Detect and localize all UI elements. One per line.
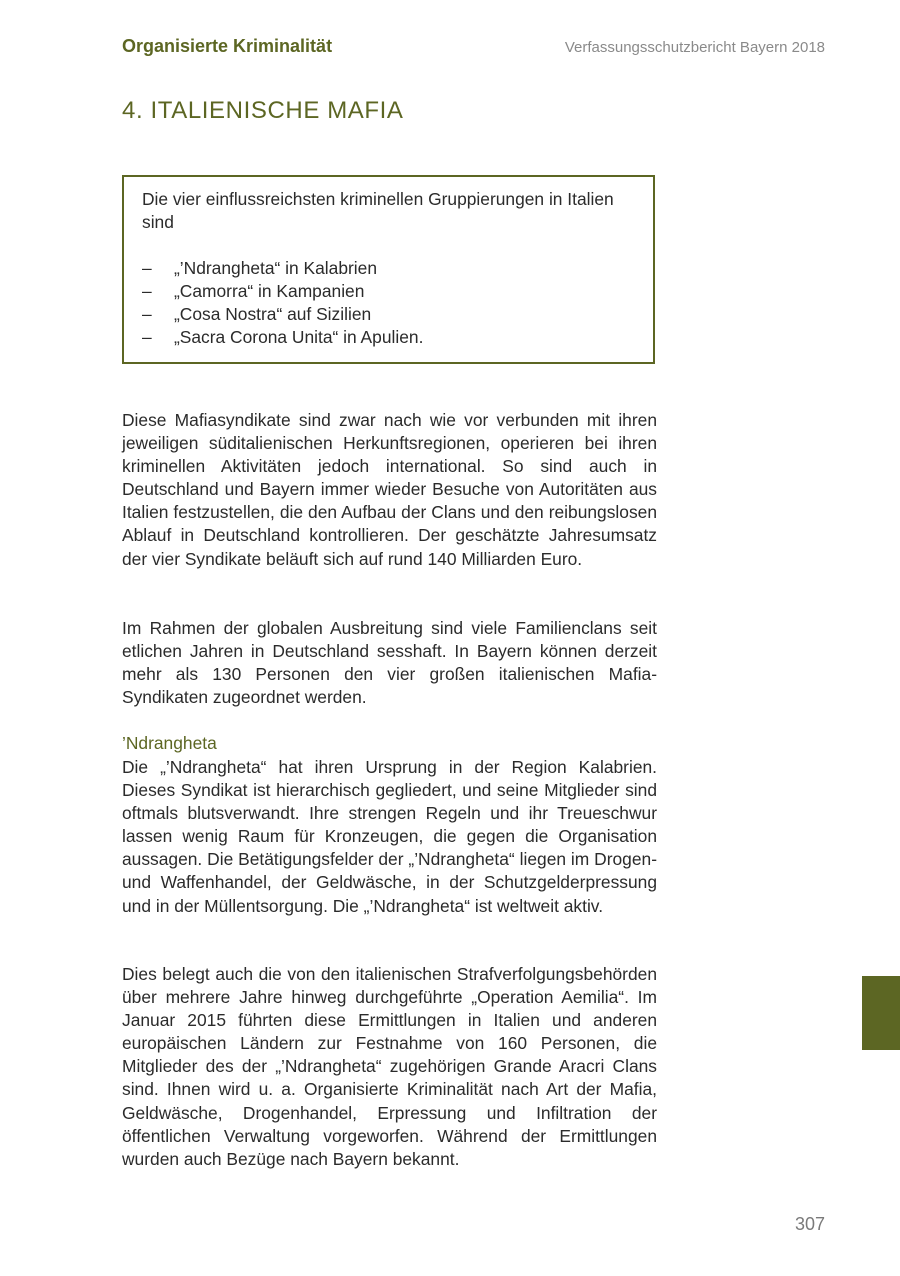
running-header-section: Organisierte Kriminalität [122, 36, 333, 56]
dash-bullet: – [142, 304, 152, 324]
chapter-side-tab [862, 976, 900, 1050]
dash-bullet: – [142, 281, 152, 301]
info-box-list [142, 257, 635, 349]
info-box [122, 175, 655, 364]
body-paragraph: Im Rahmen der globalen Ausbreitung sind viele Familienclans seit etlichen Jahren in Deutschland sesshaft. In Bayern können derzeit mehr als 130 Personen den vier großen italienischen Mafia-Syndikaten zugeordnet werden. [122, 618, 657, 708]
chapter-title: 4. ITALIENISCHE MAFIA [122, 97, 404, 124]
body-paragraph: Dies belegt auch die von den italienischen Strafverfolgungsbehörden über mehrere Jahre hinweg durchgeführte „Operation Aemilia“. Im Januar 2015 führten diese Ermittlungen in Italien und anderen europäischen Ländern zur Festnahme von 160 Personen, die Mitglieder des der „’Ndrangheta“ zugehörigen Grande Aracri Clans sind. Ihnen wird u. a. Organisierte Kriminalität nach Art der Mafia, Geldwäsche, Drogenhandel, Erpressung und Infiltration der öffentlichen Verwaltung vorgeworfen. Während der Ermittlungen wurden auch Bezüge nach Bayern bekannt. [122, 964, 657, 1169]
list-item [142, 257, 635, 280]
list-item [142, 326, 635, 349]
list-item [142, 303, 635, 326]
list-item [142, 280, 635, 303]
dash-bullet: – [142, 327, 152, 347]
list-item-text: „Camorra“ in Kampanien [174, 281, 365, 301]
list-item-text: „’Ndrangheta“ in Kalabrien [174, 258, 378, 278]
list-item-text: „Sacra Corona Unita“ in Apulien. [174, 327, 424, 347]
running-header-publication: Verfassungsschutzbericht Bayern 2018 [564, 39, 825, 56]
subsection-heading: ’Ndrangheta [122, 733, 217, 753]
body-paragraph: Diese Mafiasyndikate sind zwar nach wie vor verbunden mit ihren jeweiligen süditalienischen Herkunftsregionen, operieren bei ihren kriminellen Aktivitäten jedoch international. So sind auch in Deutschland und Bayern immer wieder Besuche von Autoritäten aus Italien festzustellen, die den Aufbau der Clans und den reibungslosen Ablauf in Deutschland kontrollieren. Der geschätzte Jahresumsatz der vier Syndikate beläuft sich auf rund 140 Milliarden Euro. [122, 410, 657, 569]
info-box-intro: Die vier einflussreichsten kriminellen Gruppierungen in Italien sind [142, 189, 614, 232]
page-number: 307 [794, 1214, 825, 1234]
list-item-text: „Cosa Nostra“ auf Sizilien [174, 304, 372, 324]
dash-bullet: – [142, 258, 152, 278]
body-paragraph: Die „’Ndrangheta“ hat ihren Ursprung in der Region Kalabrien. Dieses Syndikat ist hierarchisch gegliedert, und seine Mitglieder sind oftmals blutsverwandt. Ihre strengen Regeln und ihr Treueschwur lassen wenig Raum für Kronzeugen, die gegen die Organisation aussagen. Die Betätigungsfelder der „’Ndrangheta“ liegen im Drogen- und Waffenhandel, der Geldwäsche, in der Schutzgelderpressung und in der Müllentsorgung. Die „’Ndrangheta“ ist weltweit aktiv. [122, 757, 657, 916]
